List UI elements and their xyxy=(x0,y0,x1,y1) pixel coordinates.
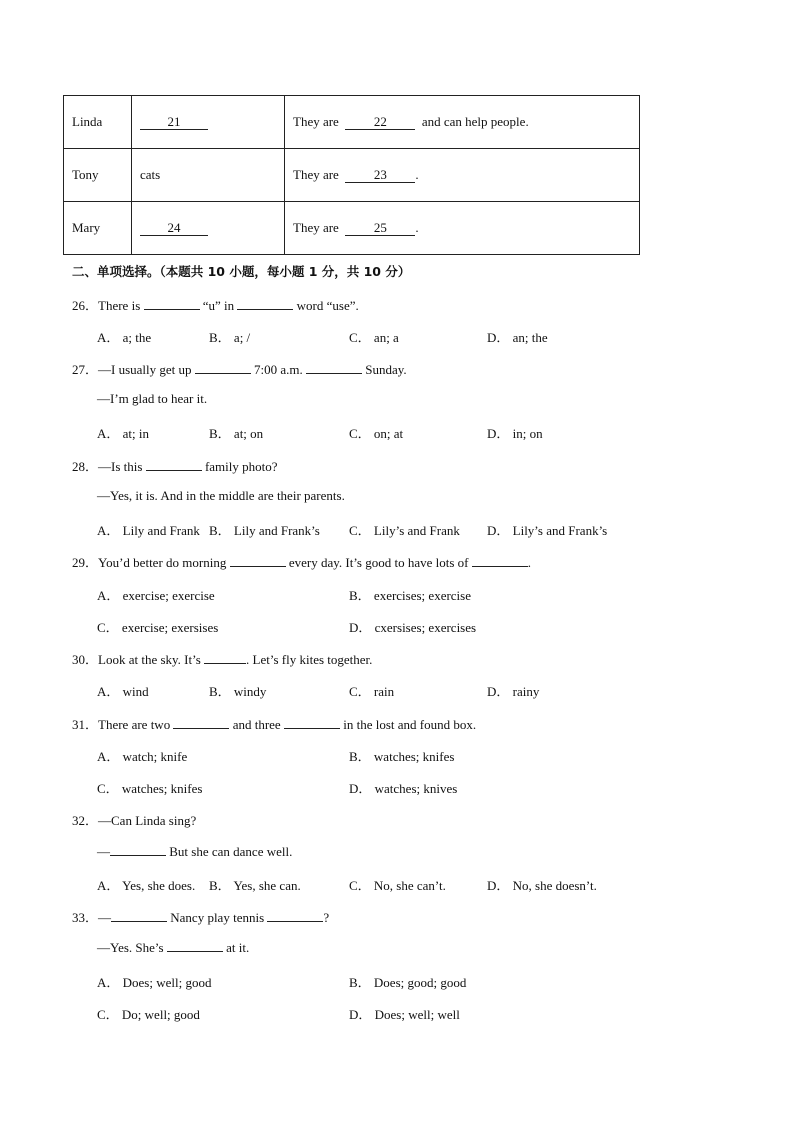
question-text: . Let’s fly kites together. xyxy=(246,652,373,667)
animal-cell: cats xyxy=(132,149,285,202)
text-suffix: . xyxy=(415,167,419,182)
question-text: —Can Linda sing? xyxy=(98,813,197,828)
option-b: B． exercises; exercise xyxy=(349,588,472,603)
question-text: in the lost and found box. xyxy=(343,717,477,732)
question-33 xyxy=(72,907,329,926)
option-c: C． exercise; exersises xyxy=(97,620,219,635)
option-c: C． an; a xyxy=(349,330,399,345)
answer-blank xyxy=(144,297,200,310)
question-number: 32． xyxy=(72,813,99,828)
answer-blank xyxy=(267,909,323,922)
question-text: —Is this xyxy=(98,459,143,474)
option-b: B． Does; good; good xyxy=(349,975,467,990)
question-text: Nancy play tennis xyxy=(170,910,265,925)
option-d: D． cxersises; exercises xyxy=(349,620,477,635)
option-d: D． Lily’s and Frank’s xyxy=(487,523,608,538)
reply-text: But she can dance well. xyxy=(169,844,293,859)
info-table xyxy=(63,95,640,255)
question-number: 27． xyxy=(72,362,99,377)
option-a: A． wind xyxy=(97,684,149,699)
question-number: 26． xyxy=(72,298,99,313)
option-c: C． watches; knifes xyxy=(97,781,203,796)
dialogue-reply: —I’m glad to hear it. xyxy=(97,391,208,406)
option-d: D． an; the xyxy=(487,330,548,345)
description-cell xyxy=(285,149,640,202)
option-a: A． at; in xyxy=(97,426,149,441)
option-a: A． a; the xyxy=(97,330,152,345)
blank-24: 24 xyxy=(140,221,208,236)
question-text: and three xyxy=(232,717,281,732)
table-row xyxy=(64,149,640,202)
option-a: A． Does; well; good xyxy=(97,975,212,990)
question-text: There is xyxy=(98,298,141,313)
question-30 xyxy=(72,649,372,668)
option-c: C． No, she can’t. xyxy=(349,878,446,893)
question-text: every day. It’s good to have lots of xyxy=(288,555,469,570)
dialogue-reply: —Yes, it is. And in the middle are their parents. xyxy=(97,488,345,503)
option-d: D． No, she doesn’t. xyxy=(487,878,597,893)
answer-blank xyxy=(167,939,223,952)
blank-cell xyxy=(132,96,285,149)
text-suffix: and can help people. xyxy=(421,114,529,129)
question-number: 29． xyxy=(72,555,99,570)
option-b: B． watches; knifes xyxy=(349,749,455,764)
option-d: D． rainy xyxy=(487,684,540,699)
option-d: D． in; on xyxy=(487,426,543,441)
question-text: word “use”. xyxy=(296,298,359,313)
blank-cell xyxy=(132,202,285,255)
answer-blank xyxy=(237,297,293,310)
text-prefix: They are xyxy=(293,167,339,182)
question-number: 31． xyxy=(72,717,99,732)
option-b: B． windy xyxy=(209,684,267,699)
option-a: A． watch; knife xyxy=(97,749,188,764)
reply-prefix: — xyxy=(97,844,110,859)
question-text: “u” in xyxy=(202,298,235,313)
question-text: . xyxy=(527,555,531,570)
option-b: B． Yes, she can. xyxy=(209,878,301,893)
option-b: B． a; / xyxy=(209,330,251,345)
section-title: 二、单项选择。（本题共 10 小题，每小题 1 分，共 10 分） xyxy=(72,264,411,279)
option-c: C． Do; well; good xyxy=(97,1007,200,1022)
question-text: There are two xyxy=(98,717,171,732)
question-number: 28． xyxy=(72,459,99,474)
name-cell: Mary xyxy=(64,202,132,255)
question-text: family photo? xyxy=(204,459,278,474)
blank-22: 22 xyxy=(345,115,415,130)
answer-blank xyxy=(173,716,229,729)
option-c: C． rain xyxy=(349,684,395,699)
question-number: 33． xyxy=(72,910,99,925)
text-suffix: . xyxy=(415,220,419,235)
table-row xyxy=(64,96,640,149)
blank-25: 25 xyxy=(345,221,415,236)
option-a: A． Yes, she does. xyxy=(97,878,196,893)
text-prefix: They are xyxy=(293,220,339,235)
question-28 xyxy=(72,456,278,475)
text-prefix: They are xyxy=(293,114,339,129)
answer-blank xyxy=(230,554,286,567)
description-cell xyxy=(285,96,640,149)
option-a: A． exercise; exercise xyxy=(97,588,215,603)
option-b: B． at; on xyxy=(209,426,264,441)
answer-blank xyxy=(284,716,340,729)
answer-blank xyxy=(146,458,202,471)
blank-21: 21 xyxy=(140,115,208,130)
answer-blank xyxy=(472,554,528,567)
name-cell: Tony xyxy=(64,149,132,202)
dialogue-reply xyxy=(97,939,249,956)
option-c: C． Lily’s and Frank xyxy=(349,523,460,538)
question-26 xyxy=(72,295,359,314)
dialogue-reply xyxy=(97,843,292,860)
answer-blank xyxy=(111,909,167,922)
answer-blank xyxy=(306,361,362,374)
option-c: C． on; at xyxy=(349,426,404,441)
blank-23: 23 xyxy=(345,168,415,183)
option-d: D． watches; knives xyxy=(349,781,458,796)
option-a: A． Lily and Frank xyxy=(97,523,200,538)
question-text: ? xyxy=(323,910,330,925)
question-text: You’d better do morning xyxy=(98,555,227,570)
question-31 xyxy=(72,714,476,733)
question-text: — xyxy=(98,910,112,925)
answer-blank xyxy=(195,361,251,374)
name-cell: Linda xyxy=(64,96,132,149)
reply-prefix: —Yes. She’s xyxy=(97,940,164,955)
description-cell xyxy=(285,202,640,255)
option-b: B． Lily and Frank’s xyxy=(209,523,320,538)
question-text: Look at the sky. It’s xyxy=(98,652,201,667)
answer-blank xyxy=(110,843,166,856)
question-29 xyxy=(72,552,531,571)
question-27 xyxy=(72,359,407,378)
question-text: —I usually get up xyxy=(98,362,192,377)
table-row xyxy=(64,202,640,255)
option-d: D． Does; well; well xyxy=(349,1007,460,1022)
question-text: 7:00 a.m. xyxy=(254,362,303,377)
question-number: 30． xyxy=(72,652,99,667)
question-32 xyxy=(72,810,196,829)
answer-blank xyxy=(204,651,246,664)
reply-text: at it. xyxy=(226,940,250,955)
question-text: Sunday. xyxy=(365,362,407,377)
